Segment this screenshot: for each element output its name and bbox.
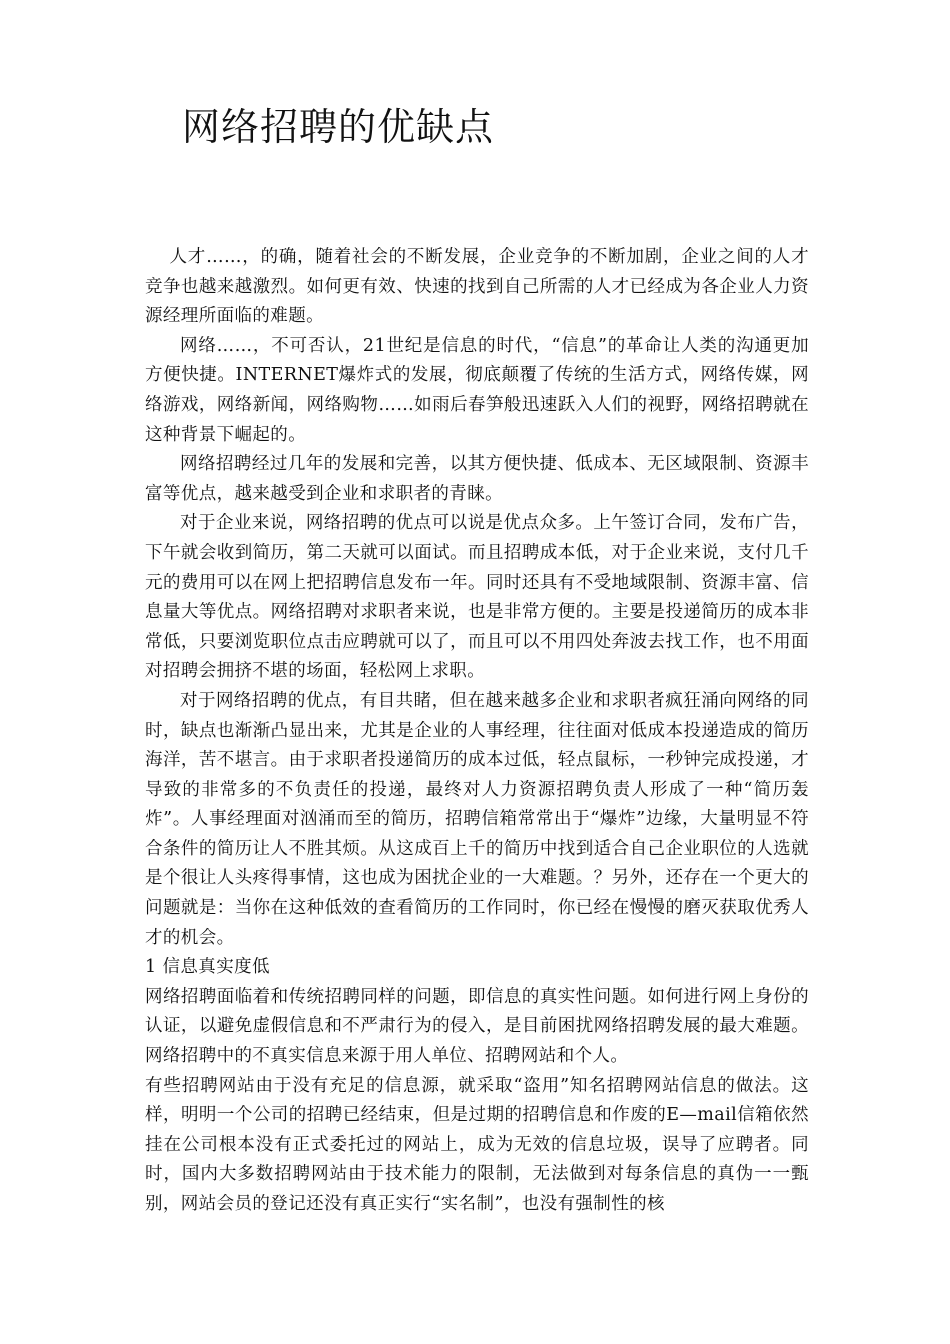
- paragraph-development: 网络招聘经过几年的发展和完善，以其方便快捷、低成本、无区域限制、资源丰富等优点，越来越受到企业和求职者的青睐。: [145, 454, 809, 504]
- section-heading-authenticity: 1 信息真实度低: [145, 957, 270, 978]
- document-title: 网络招聘的优缺点: [182, 105, 495, 149]
- paragraph-disadvantages: 对于网络招聘的优点，有目共睹，但在越来越多企业和求职者疯狂涌向网络的同时，缺点也渐渐凸显出来，尤其是企业的人事经理，往往面对低成本投递造成的简历海洋，苦不堪言。由于求职者投递简历的成本过低，轻点鼠标，一秒钟完成投递，才导致的非常多的不负责任的投递，最终对人力资源招聘负责人形成了一种“简历轰炸”。人事经理面对汹涌而至的简历，招聘信箱常常出于“爆炸”边缘，大量明显不符合条件的简历让人不胜其烦。从这成百上千的简历中找到适合自己企业职位的人选就是个很让人头疼得事情，这也成为困扰企业的一大难题。？另外，还存在一个更大的问题就是：当你在这种低效的查看简历的工作同时，你已经在慢慢的磨灭获取优秀人才的机会。: [145, 690, 809, 948]
- paragraph-advantages: 对于企业来说，网络招聘的优点可以说是优点众多。上午签订合同，发布广告，下午就会收到简历，第二天就可以面试。而且招聘成本低，对于企业来说，支付几千元的费用可以在网上把招聘信息发布一年。同时还具有不受地域限制、资源丰富、信息量大等优点。网络招聘对求职者来说，也是非常方便的。主要是投递简历的成本非常低，只要浏览职位点击应聘就可以了，而且可以不用四处奔波去找工作，也不用面对招聘会拥挤不堪的场面，轻松网上求职。: [145, 513, 809, 682]
- paragraph-network: 网络……，不可否认，21世纪是信息的时代，“信息”的革命让人类的沟通更加方便快捷。INTERNET爆炸式的发展，彻底颠覆了传统的生活方式，网络传媒，网络游戏，网络新闻，网络购物……如雨后春笋般迅速跃入人们的视野，网络招聘就在这种背景下崛起的。: [145, 335, 809, 445]
- paragraph-misused-info: 有些招聘网站由于没有充足的信息源，就采取“盗用”知名招聘网站信息的做法。这样，明明一个公司的招聘已经结束，但是过期的招聘信息和作废的E—mail信箱依然挂在公司根本没有正式委托过的网站上，成为无效的信息垃圾，误导了应聘者。同时，国内大多数招聘网站由于技术能力的限制，无法做到对每条信息的真伪一一甄别，网站会员的登记还没有真正实行“实名制”，也没有强制性的核: [145, 1075, 809, 1214]
- paragraph-talent: 人才……，的确，随着社会的不断发展，企业竞争的不断加剧，企业之间的人才竞争也越来越激烈。如何更有效、快速的找到自己所需的人才已经成为各企业人力资源经理所面临的难题。: [145, 247, 809, 327]
- document-body: [145, 243, 809, 1220]
- paragraph-authenticity: 网络招聘面临着和传统招聘同样的问题，即信息的真实性问题。如何进行网上身份的认证，以避免虚假信息和不严肃行为的侵入，是目前困扰网络招聘发展的最大难题。网络招聘中的不真实信息来源于用人单位、招聘网站和个人。: [145, 986, 809, 1067]
